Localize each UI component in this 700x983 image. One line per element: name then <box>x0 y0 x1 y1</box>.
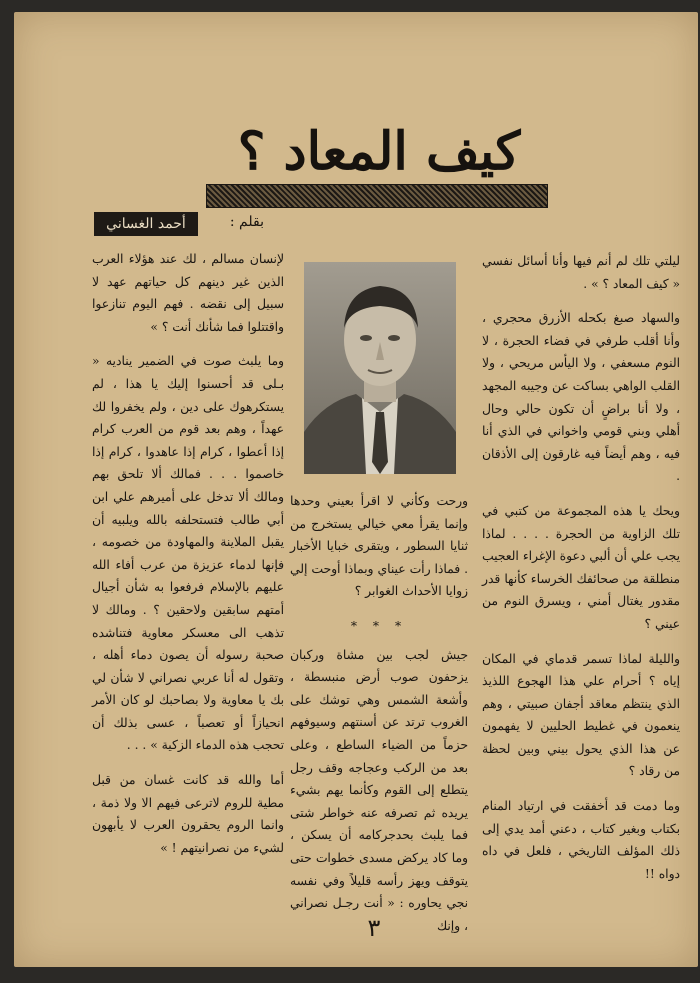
paragraph: وما يلبث صوت في الضمير يناديه « بـلى قد أحسنوا إليك يا هذا ، لم يستكرهوك على دين ، ولم يخفروا لك عهداً ، وهم بعد قوم من العرب كرام إذا أعطوا ، كرام إذا عاهدوا ، كرام إذا خاصموا . . . فمالك ألا تلحق بهم ومالك ألا تدخل على أميرهم علي ابن أبي طالب فتستحلفه بالله ويلبيه أن يقبل الملاينة والمهاودة من خصومه ، فإنها لدماء عزيزة من عرب أفاء الله عليهم بالإسلام فرفعوا به شأن أجيال أمتهم سابقين ولاحقين ؟ . ومالك لا تذهب الى معسكر معاوية فتناشده صحبة رسوله أن يصون دماء أهله ، وتقول له أنا عربي نصراني لا شأن لي بك يا معاوية ولا بصاحبك لو كان الأمر انحيازاً أو تعصباً ، عسى بذلك أن تحجب هذه الدماء الزكية » . . . <box>92 354 284 753</box>
byline <box>94 212 264 238</box>
paragraph: ورحت وكأني لا اقرأ بعيني وحدها وإنما يقرأ معي خيالي يستخرج من ثنايا السطور ، ويتقرى خبايا الأخبار . فماذا رأت عيناي وبماذا أوحت إلي زوايا الأحداث الغوابر ؟ <box>290 494 468 599</box>
paragraph: ليلتي تلك لم أنم فيها وأنا أسائل نفسي « كيف المعاد ؟ » . <box>482 254 680 291</box>
portrait-image <box>304 262 456 474</box>
page-number: ٣ <box>367 914 381 942</box>
author-photo <box>304 262 456 474</box>
magazine-page <box>14 12 698 967</box>
author-name: أحمد الغساني <box>94 212 198 236</box>
title-block <box>204 112 554 212</box>
paragraph: ويحك يا هذه المجموعة من كتبي في تلك الزاوية من الحجرة . . . . لماذا يجب علي أن ألبي دعوة الإغراء العجيب منطلقة من صحائفك الخرساء كأنها قدر مقدور يغتال أمني ، ويسرق النوم من عيني ؟ <box>482 503 680 631</box>
column-middle <box>290 490 468 949</box>
column-left <box>92 248 284 871</box>
paragraph: أما والله قد كانت غسان من قبل مطية للروم لاترعى فيهم الا ولا ذمة ، وانما الروم يحقرون العرب لا يأبهون لشيء من نصرانيتهم ! » <box>92 773 284 855</box>
paragraph: والسهاد صبغ بكحله الأزرق محجري ، وأنا أقلب طرفي في فضاء الحجرة ، لا النوم مسعفي ، ولا اليأس مريحي ، ولا القلب الواهي بساكت عن وجيبه المجهد ، ولا أنا براضٍ أن تكون حالي وحال أهلي وبني قومي واخواني في الذي أنا فيه ، وهم أيضاً فيه غارقون إلى الأذقان . <box>482 311 680 484</box>
section-divider-stars: * * * <box>350 618 408 633</box>
article-title: كيف المعاد ؟ <box>237 121 521 182</box>
paragraph: وما دمت قد أخفقت في ارتياد المنام بكتاب وبغير كتاب ، دعني أمد يدي إلى ذلك المؤلف التاريخي ، فلعل في داه دواه !! <box>482 799 680 881</box>
title-underline-bar <box>206 184 548 208</box>
column-right <box>482 250 680 897</box>
paragraph: جيش لجب بين مشاة وركبان يزحفون صوب أرض منبسطة ، وأشعة الشمس وهي توشك على الغروب ترتد عن أسنتهم وسيوفهم حزماً من الضياء الساطع ، وعلى بعد من الركب وعجاجه وقف رجل يتطلع إلى القوم وكأنما يهم بشيء يريده ثم تصرفه عنه خواطر شتى فما يلبث بحدجركامه أن يسكن ، وما كاد يركض مسدى خطوات حتى يتوقف ويهز رأسه قليلاً وفي نفسه نجي يحاوره : « أنت رجـل نصراني ، وإنك <box>290 647 468 933</box>
paragraph: لإنسان مسالم ، لك عند هؤلاء العرب الذين غير دينهم كل حياتهم عهد لا سبيل إلى نقضه . فهم اليوم تنازعوا واقتتلوا فما شأنك أنت ؟ » <box>92 252 284 334</box>
byline-label: بقلم : <box>229 214 264 230</box>
paragraph: والليلة لماذا تسمر قدماي في المكان إياه ؟ أحرام علي هذا الهجوع اللذيذ الذي ينتظم معاقد أجفان صبيتي ، وهم ينعمون في غطيط الحليين لا يفهمون عن هذا الذي يحول بيني وبين لحظة من رقاد ؟ <box>482 651 680 779</box>
